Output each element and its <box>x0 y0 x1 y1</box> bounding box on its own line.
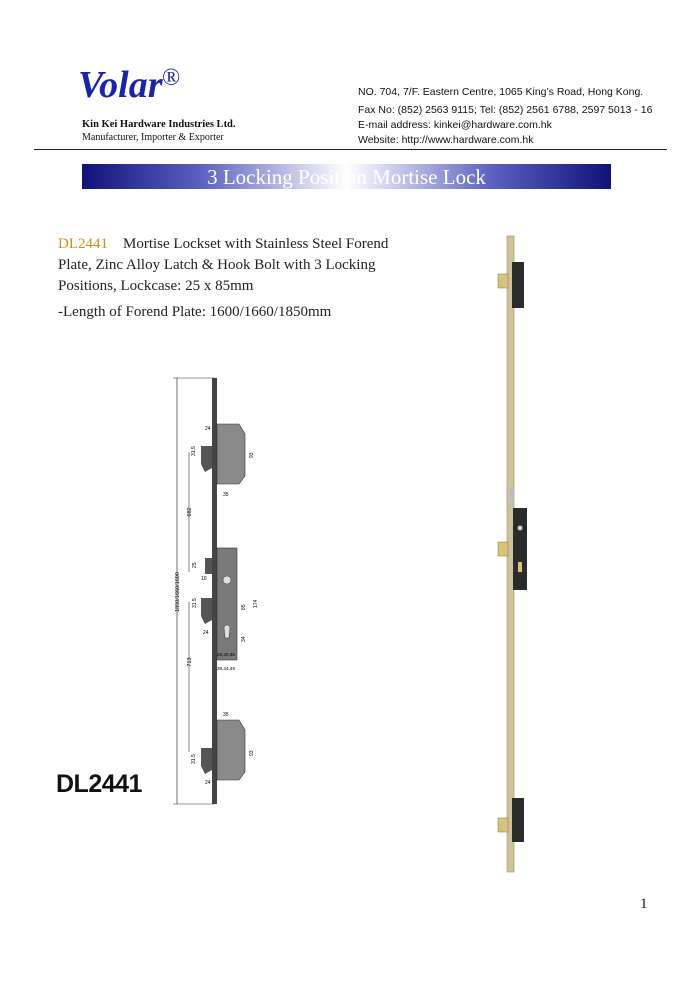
dim-bot-93: 93 <box>249 750 255 756</box>
photo-latch-bolt <box>498 542 508 556</box>
product-description <box>58 234 418 297</box>
photo-bottom-bolt <box>498 818 508 832</box>
page-number: 1 <box>640 896 648 912</box>
brand-logo: Volar <box>78 64 163 106</box>
dim-backset-b: 39,44,49 <box>217 666 235 671</box>
photo-main-case <box>513 508 527 590</box>
photo-spindle <box>518 526 523 531</box>
dim-mid-24: 24 <box>203 630 209 636</box>
header-divider <box>34 149 667 150</box>
dim-top-35: 35 <box>223 492 229 498</box>
company-tagline: Manufacturer, Importer & Exporter <box>82 132 224 143</box>
cylinder-hole <box>224 625 230 638</box>
forend-length: -Length of Forend Plate: 1600/1660/1850mm <box>58 304 332 320</box>
banner-title: 3 Locking Position Mortise Lock <box>207 165 486 189</box>
dim-713: 713 <box>187 657 193 667</box>
dim-bot-35: 35 <box>223 712 229 718</box>
technical-drawing <box>165 372 275 812</box>
product-description-text: Mortise Lockset with Stainless Steel Forend Plate, Zinc Alloy Latch & Hook Bolt with 3 Locking Positions, Lockcase: 25 x 85mm <box>58 236 389 294</box>
model-label: DL2441 <box>56 770 142 798</box>
phone-line: Fax No: (852) 2563 9115; Tel: (852) 2561 6788, 2597 5013 - 16 <box>358 104 653 116</box>
dim-10: 10 <box>201 576 207 582</box>
dim-bot-31-5: 31.5 <box>191 754 197 764</box>
product-code: DL2441 <box>58 236 108 252</box>
dim-top-24: 24 <box>205 426 211 432</box>
website-line: Website: http://www.hardware.com.hk <box>358 134 534 146</box>
dim-25: 25 <box>192 562 198 568</box>
dim-mid-31-5: 31.5 <box>192 598 198 608</box>
dim-682: 682 <box>187 507 193 517</box>
dim-34: 34 <box>241 636 247 642</box>
dim-total-length: 1850/1660/1600 <box>175 572 181 612</box>
photo-cylinder <box>518 562 522 572</box>
photo-top-case <box>512 262 524 308</box>
address-line: NO. 704, 7/F. Eastern Centre, 1065 King’s Road, Hong Kong. <box>358 86 644 98</box>
dim-top-31-5: 31.5 <box>191 446 197 456</box>
email-line: E-mail address: kinkei@hardware.com.hk <box>358 119 552 131</box>
photo-bottom-case <box>512 798 524 842</box>
bottom-bolt-case <box>217 720 245 780</box>
top-bolt-case <box>217 424 245 484</box>
spindle-hole <box>223 576 231 584</box>
photo-latch-guide <box>510 488 514 506</box>
latch-bolt <box>205 558 212 574</box>
dim-backset-a: 25,30,35 <box>217 652 235 657</box>
middle-hook-bolt <box>201 598 212 624</box>
company-name: Kin Kei Hardware Industries Ltd. <box>82 119 236 130</box>
main-lockcase <box>217 548 237 660</box>
dim-top-93: 93 <box>249 452 255 458</box>
product-photo <box>490 232 540 877</box>
forend-plate <box>212 378 217 804</box>
top-hook-bolt <box>201 446 212 472</box>
dim-174: 174 <box>253 599 259 608</box>
bottom-hook-bolt <box>201 748 212 774</box>
section-banner <box>82 164 611 189</box>
dim-85: 85 <box>241 604 247 610</box>
registered-mark: ® <box>162 65 181 91</box>
dim-bot-24: 24 <box>205 780 211 786</box>
photo-top-bolt <box>498 274 508 288</box>
